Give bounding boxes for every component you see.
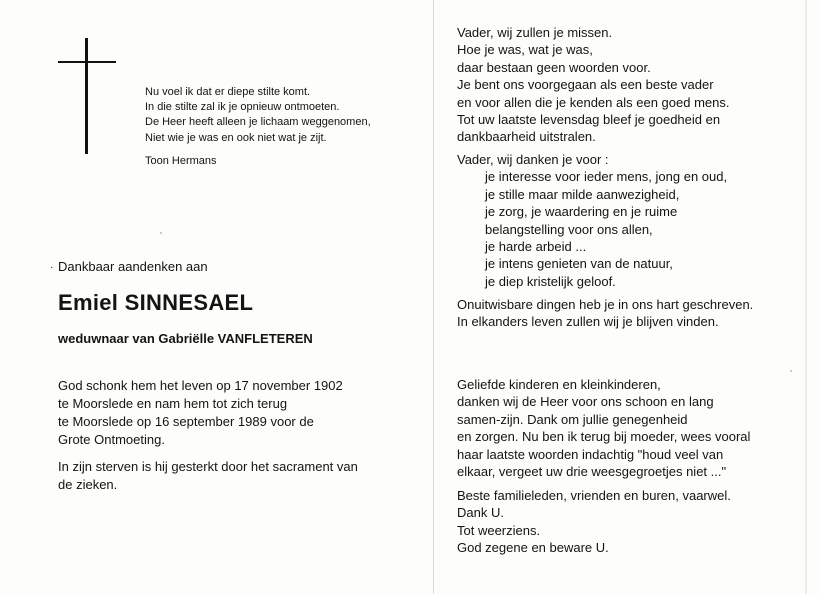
thanks-item: je intens genieten van de natuur,	[485, 256, 673, 272]
text-line: Dank U.	[457, 505, 504, 521]
text-line: Vader, wij zullen je missen.	[457, 25, 613, 40]
text-line: samen-zijn. Dank om jullie genegenheid	[457, 411, 688, 427]
thanks-item: belangstelling voor ons allen,	[485, 221, 653, 237]
text-line: Tot uw laatste levensdag bleef je goedheid en	[457, 112, 721, 128]
thanks-item: je harde arbeid ...	[485, 239, 587, 255]
thanks-item: je stille maar milde aanwezigheid,	[485, 186, 680, 202]
cross-icon	[85, 38, 88, 154]
text-line: In elkanders leven zullen wij je blijven vinden.	[457, 314, 719, 330]
poem-line: Nu voel ik dat er diepe stilte komt.	[145, 86, 311, 98]
paper-speck	[160, 232, 162, 234]
farewell-paragraph	[457, 487, 731, 557]
text-line: Je bent ons voorgegaan als een beste vader	[457, 77, 714, 93]
card-edge-shade	[805, 0, 807, 594]
text-line: en zorgen. Nu ben ik terug bij moeder, wees vooral	[457, 429, 751, 445]
life-line: te Moorslede op 16 september 1989 voor de	[58, 414, 314, 429]
text-line: Onuitwisbare dingen heb je in ons hart geschreven.	[457, 297, 754, 312]
text-line: haar laatste woorden indachtig "houd veel van	[457, 446, 724, 462]
deceased-name: Emiel SINNESAEL	[58, 290, 254, 315]
sacrament-text	[58, 458, 358, 494]
bullet-dot-icon: ·	[50, 262, 54, 273]
text-line: en voor allen die je kenden als een goed mens.	[457, 94, 730, 110]
poem-line: De Heer heeft alleen je lichaam weggenomen,	[145, 116, 371, 129]
thanks-item: je zorg, je waardering en je ruime	[485, 204, 678, 220]
thanks-item: je diep kristelijk geloof.	[485, 273, 616, 289]
dedication-text: Dankbaar aandenken aan	[58, 259, 208, 274]
text-line: dankbaarheid uitstralen.	[457, 129, 596, 145]
paper-speck	[790, 370, 792, 372]
text-line: elkaar, vergeet uw drie weesgegroetjes niet ..."	[457, 464, 727, 480]
sacrament-line: de zieken.	[58, 477, 118, 492]
children-paragraph	[457, 376, 750, 480]
life-line: God schonk hem het leven op 17 november 1902	[58, 378, 343, 393]
text-line: God zegene en beware U.	[457, 540, 609, 556]
card-fold-line	[433, 0, 434, 594]
spouse-line: weduwnaar van Gabriëlle VANFLETEREN	[58, 331, 313, 346]
miss-paragraph	[457, 24, 729, 146]
life-dates	[58, 377, 343, 449]
sacrament-line: In zijn sterven is hij gesterkt door het sacrament van	[58, 459, 358, 474]
text-line: Geliefde kinderen en kleinkinderen,	[457, 377, 661, 392]
poem-line: Niet wie je was en ook niet wat je zijt.	[145, 131, 327, 144]
heart-paragraph	[457, 296, 753, 331]
thanks-paragraph	[457, 151, 727, 290]
poem	[145, 85, 371, 146]
life-line: te Moorslede en nam hem tot zich terug	[58, 396, 288, 411]
text-line: danken wij de Heer voor ons schoon en lang	[457, 394, 714, 410]
thanks-intro: Vader, wij danken je voor :	[457, 152, 609, 167]
text-line: daar bestaan geen woorden voor.	[457, 59, 651, 75]
text-line: Beste familieleden, vrienden en buren, vaarwel.	[457, 488, 731, 503]
text-line: Hoe je was, wat je was,	[457, 42, 593, 58]
life-line: Grote Ontmoeting.	[58, 432, 165, 447]
thanks-item: je interesse voor ieder mens, jong en oud,	[485, 169, 728, 185]
cross-icon-bar	[58, 61, 116, 63]
poem-line: In die stilte zal ik je opnieuw ontmoeten.	[145, 101, 340, 114]
text-line: Tot weerziens.	[457, 522, 541, 538]
poem-author: Toon Hermans	[145, 155, 217, 167]
